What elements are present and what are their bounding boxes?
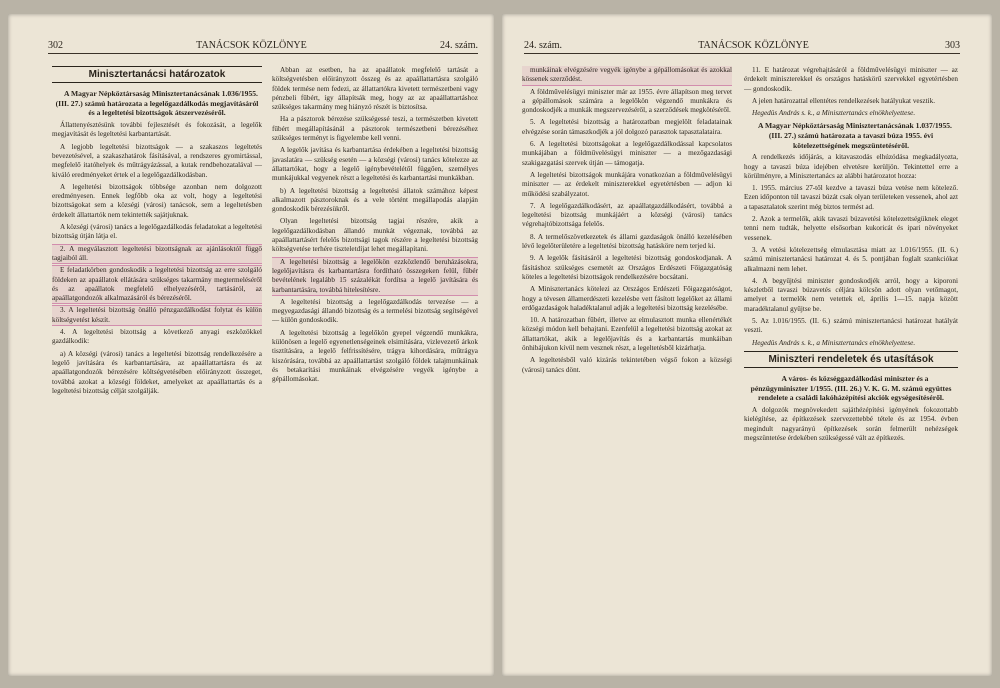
paragraph: A rendelkezés időjárás, a kitavaszodás elhúzódása megkadályozta, hogy a tavaszi búza idejében elvetésre kerüljön. Tekintettel erre a körülményre, a Minisztertanács az alábbi határozatot hozza:: [744, 153, 958, 180]
right-column-2: [744, 66, 958, 656]
paragraph: 5. Az 1.016/1955. (II. 6.) számú minisztertanácsi határozat hatályát veszti.: [744, 317, 958, 335]
signature-line: Hegedüs András s. k., a Minisztertanács elnökhelyettese.: [752, 109, 916, 118]
paragraph: A Minisztertanács kötelezi az Országos Erdészeti Főigazgatóságot, hogy a tévesen államerdészeti kezelésbe vett fásított legelőket az állami erdőgazdaságok haladéktalanul adják a legeltetési bizottság kezelésébe.: [522, 285, 732, 312]
paragraph: 7. A legelőgazdálkodásért, az apaállatgazdálkodásért, továbbá a legeltetési bizottság munkájáért a községi (városi) tanács végrehajtóbizottsága felelős.: [522, 201, 732, 229]
paragraph: A legjobb legeltetési bizottságok — a szakaszos legeltetés bevezetésével, a szakaszhatárok fásításával, a rendszeres gyomirtással, megfelelő itatóhelyek és műtrágyázással, a kutak rendbehozatalával — kiváló eredményeket értek el a legelőgazdálkodásban.: [52, 142, 262, 179]
right-page-number: 303: [944, 40, 960, 51]
paragraph: A legelők javítása és karbantartása érdekében a legeltetési bizottság javaslatára — szükség esetén — a községi (városi) tanács kötelezze az állattartókat, hogy a legelő igénybevételétől függően, személyes munkájukkal vegyenek részt a legeltetési és karbantartási munkákban.: [272, 146, 478, 183]
signature-line: Hegedüs András s. k., a Minisztertanács elnökhelyettese.: [752, 338, 916, 347]
paragraph: b) A legeltetési bizottság a legeltetési állatok számához képest alkalmazott pásztoroknak és a vele történt megállapodás alapján gondoskodik bérezésükről.: [272, 186, 478, 214]
decree-title: A város- és községgazdálkodási miniszter és a pénzügyminiszter 1/1955. (III. 26.) V. K. G. M. számú együttes rendelete a családi lakóházépítési akciók egységesítéséről.: [750, 374, 952, 403]
left-page: [8, 14, 494, 676]
paragraph: Abban az esetben, ha az apaállatok megfelelő tartását a költségvetésben előirányzott összeg és az apaállattartásra szolgáló földek termése nem fedezi, az állattartókra kivetett természetbeni vagy pénzbeli fűbért, így állapítsák meg, hogy az az apaállattartáshoz szükséges takarmány meg hiányzó részét is biztosítsa.: [272, 66, 478, 112]
paragraph: 6. A legeltetési bizottságokat a legelőgazdálkodással kapcsolatos munkájában a földművelésügyi miniszter — a mezőgazdasági szakigazgatási szervek útján — támogatja.: [522, 140, 732, 167]
left-page-number: 302: [48, 40, 63, 51]
paragraph: 3. A vetési kötelezettség elmulasztása miatt az 1.016/1955. (II. 6.) számú minisztertanácsi határozat 4. és 5. pontjában foglalt szankciókat alkalmazni nem lehet.: [744, 245, 958, 273]
paragraph: Olyan legeltetési bizottság tagjai részére, akik a legelőgazdálkodásban állandó munkát végeznak, továbbá az apaállattartásért felelős bizottsági tagok részére a legeltetési bizottság költségvetése terhére tiszteletdíjat lehet megállapítani.: [272, 217, 478, 254]
right-journal-title: TANÁCSOK KÖZLÖNYE: [698, 40, 809, 51]
paragraph: 8. A termelőszövetkezetek és állami gazdaságok önálló kezelésében lévő legelőterületére a legeltetési bizottság hatásköre nem terjed ki.: [522, 232, 732, 251]
highlighted-paragraph: 2. A megválasztott legeltetési bizottságnak az ajánlásoktól függő tagjaiból áll.: [52, 244, 262, 262]
paragraph: 4. A legeltetési bizottság a következő anyagi eszközökkel gazdálkodik:: [52, 328, 262, 346]
decree-title: A Magyar Népköztársaság Minisztertanácsának 1.037/1955. (III. 27.) számú határozata a tavaszi búza 1955. évi kötelezettségének megszüntetéséről.: [758, 121, 952, 150]
highlighted-paragraph: 3. A legeltetési bizottság önálló pénzgazdálkodást folytat és külön költségvetést készít.: [52, 306, 262, 324]
paragraph: 9. A legelők fásításáról a legeltetési bizottság gondoskodjanak. A fásításhoz szükséges csemetét az Országos Erdészeti Főigazgatóság köteles a legeltetési bizottságok rendelkezésére bocsátani.: [522, 254, 732, 281]
left-page-header: [48, 40, 478, 54]
paragraph: Ha a pásztorok bérezése szükségessé teszi, a természetben kivetett fűbért megállapításánál a pásztorok természetbeni bérezéséhez szükséges terményt is figyelembe kell venni.: [272, 115, 478, 143]
right-page: [502, 14, 992, 676]
paragraph: 2. Azok a termelők, akik tavaszi búzavetési kötelezettségüknek eleget tenni nem tudták, helyette elsősorban kukoricát és ipari növényeket vessenek.: [744, 215, 958, 242]
paragraph: 1. 1955. március 27-től kezdve a tavaszi búza vetése nem kötelező. Ezen időponton túl tavaszi búzát csak olyan területeken vessenek, ahol azt a tapasztalatok szerint még biztos termést ad.: [744, 184, 958, 211]
paragraph: A legeltetési bizottság a legelőgazdálkodás tervezése — a megyegazdasági állandó bizottság és a termelési bizottság segítségével — külön gondoskodik.: [272, 297, 478, 325]
left-column-2: [272, 66, 478, 656]
section-title: Minisztertanácsi határozatok: [52, 66, 262, 83]
left-journal-title: TANÁCSOK KÖZLÖNYE: [196, 40, 307, 51]
paragraph: 5. A legeltetési bizottság a határozatban megjelölt feladatainak elvégzése során támaszkodjék a jól dolgozó parasztok tapasztalataira.: [522, 118, 732, 136]
left-column-1: [52, 66, 262, 656]
paragraph: 10. A határozatban fűbért, illetve az elmulasztott munka ellenértékét községi módon kell behajtani. Ezenfelül a legeltetési bizottság azokat az állattartókat, akik a legelőjavítás és a karbantartás munkáiban önhibájukon kívül nem vesznek részt, a legeltetésből kizárhatja.: [522, 316, 732, 353]
paragraph: 4. A begyűjtési miniszter gondoskodjék arról, hogy a kiporoni készletből tavaszi búzavetés céljára kölcsön adott olyan vetőmagot, amelyet a termelők nem vetettek el, április 1—15. napja között maradéktalanul gyűjtse be.: [744, 276, 958, 313]
right-column-1: [522, 66, 732, 656]
decree-title: A Magyar Népköztársaság Minisztertanácsának 1.036/1955. (III. 27.) számú határozata a legelőgazdálkodás megjavításáról és a legeltetési bizottságok átszervezéséről.: [55, 89, 259, 118]
paragraph: A dolgozók megnövekedett sajáthézépítési igényének fokozottabb kielégítése, az építkezések szervezettebbé tétele és az 1954. évben megindult nagyarányú építkezések során felmerült nehézségek megszüntetése érdekében szükségessé vált az építkezés.: [744, 405, 958, 442]
section-title: Miniszteri rendeletek és utasítások: [744, 351, 958, 368]
left-issue-number: 24. szám.: [439, 40, 478, 51]
paragraph: a) A községi (városi) tanács a legeltetési bizottság rendelkezésére a legelő javítására és karbantartására, az apaállattartásra és az apaállatgondozók bérezésére költségvetésében előirányzott összeget, továbbá azokat a községi földeket, amelyeket az apaállattartás és a legeltetési bizottság célját szolgálják.: [52, 349, 262, 395]
paragraph: A legeltetésből való kizárás tekintetében végső fokon a községi (városi) tanács dönt.: [522, 356, 732, 374]
paragraph: A jelen határozattal ellentétes rendelkezések hatályukat vesztik.: [752, 96, 935, 105]
highlighted-paragraph: munkáinak elvégzésére vegyék igénybe a gépállomásokat és azokkal kössenek szerződést.: [522, 66, 732, 84]
right-page-header: [524, 40, 960, 54]
paragraph: A legeltetési bizottságok többsége azonban nem dolgozott eredményesen. Ennek legfőbb oka az volt, hogy a legeltetési bizottságokat sem a községi (városi) tanácsok, sem a legeltetésben érdekelt állattartók nem tekintették sajátjuknak.: [52, 182, 262, 219]
paragraph: A legeltetési bizottság a legelőkön gyepel végzendő munkákra, különösen a legelő egyenetlenségeinek elsimítására, vizlevezető árkok tisztítására, a legelő felfrissítésére, trágya kihordására, műtrágya kiszórására, továbbá az apaállattartást szolgáló földek talajmunkáinak és betakarítási munkáinak elvégzésére vegyék igénybe a gépállomásokat.: [272, 328, 478, 384]
paragraph: A községi (városi) tanács a legelőgazdálkodás feladatokat a legeltetési bizottság útján látja el.: [52, 223, 262, 241]
highlighted-paragraph: E feladatkörben gondoskodik a legeltetési bizottság az erre szolgáló földeken az apaállatok ellátására szükséges takarmány megtermeléséről és az apaállatok megfelelő elhelyezéséről, tartásáról, az apaállatgondozók alkalmazásáról és bérezéséről.: [52, 266, 262, 303]
right-issue-number: 24. szám.: [524, 40, 563, 51]
paragraph: A legeltetési bizottságok munkájára vonatkozóan a földművelésügyi miniszter — az érdekelt miniszterekkel egyetértésben — adjon ki működési szabályzatot.: [522, 170, 732, 198]
paragraph: 11. E határozat végrehajtásáról a földművelésügyi miniszter — az érdekelt miniszterekkel és országos hatáskörű szervekkel egyetértésben — gondoskodik.: [744, 66, 958, 93]
paragraph: Állattenyésztésünk további fejlesztését és fokozását, a legelők megjavítását és legeltetési karbantartását.: [52, 121, 262, 139]
highlighted-paragraph: A legeltetési bizottság a legelőkön ezzközlendő beruházásokra, legelőjavításra és karbantartásra fordítható összegeken felül, fűbér bevételének legalább 15 százalékát fordítsa a legelő javítására és karbantartására, továbbá hitelesítésre.: [272, 257, 478, 294]
paragraph: A földművelésügyi miniszter már az 1955. évre állapítson meg tervet a gépállomások számára a legelőkön végzendő munkákra és gondoskodjék a munkák megszervezéséről, a szerződések megkötéséről.: [522, 87, 732, 115]
